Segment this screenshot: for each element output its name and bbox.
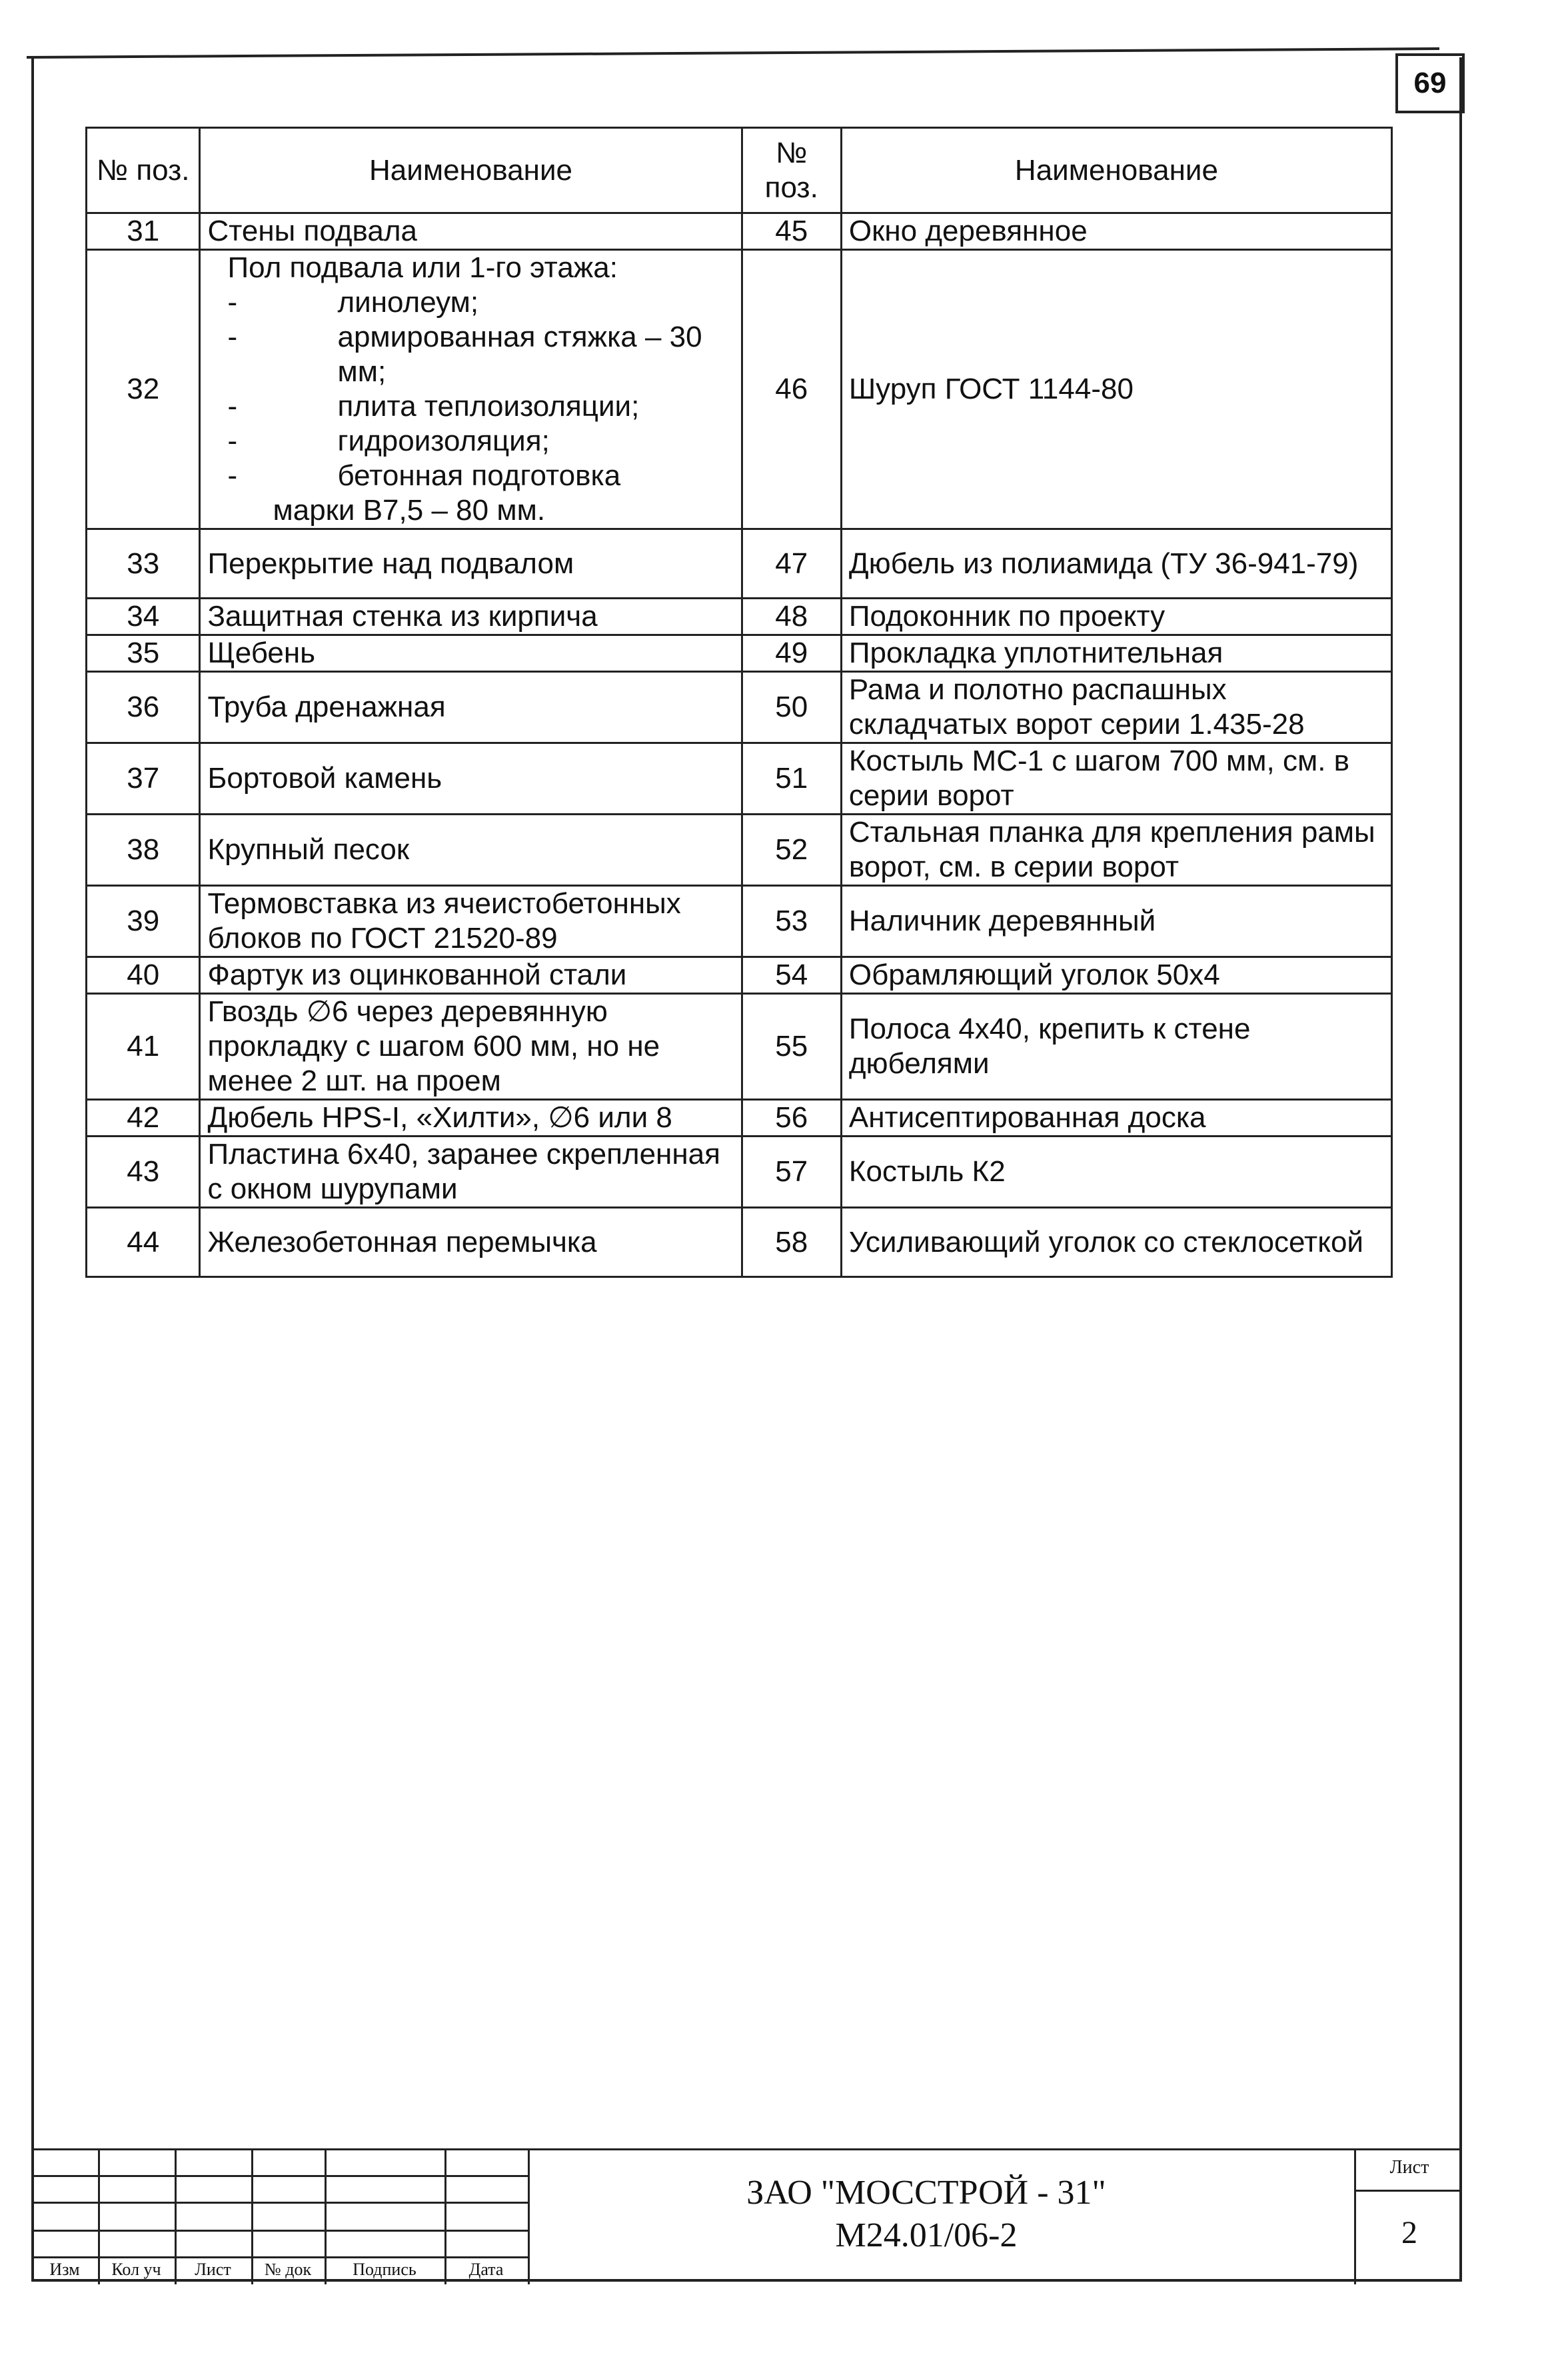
item-name: Усиливающий уголок со стеклосеткой xyxy=(841,1208,1391,1277)
table-row xyxy=(87,1137,1392,1208)
item-name: Пластина 6х40, заранее скрепленная с окном шурупами xyxy=(200,1137,742,1208)
header-num-right: № поз. xyxy=(742,128,841,213)
pos-number: 51 xyxy=(742,743,841,815)
item-name: Шуруп ГОСТ 1144-80 xyxy=(841,250,1391,529)
table-row xyxy=(87,815,1392,886)
table-body xyxy=(87,529,1392,1277)
table-row xyxy=(87,672,1392,743)
item-name: Рама и полотно распашных складчатых ворот серии 1.435-28 xyxy=(841,672,1391,743)
list-item-text: армированная стяжка – 30 мм; xyxy=(337,321,702,388)
tb-col-izm: Изм xyxy=(49,2260,80,2279)
pos-number: 41 xyxy=(87,994,200,1100)
pos-number: 32 xyxy=(87,250,200,529)
list-item-text: гидроизоляция; xyxy=(337,425,550,457)
pos-number: 42 xyxy=(87,1100,200,1137)
pos-number: 48 xyxy=(742,599,841,635)
pos-number: 49 xyxy=(742,635,841,672)
item-name: Стальная планка для крепления рамы ворот, см. в серии ворот xyxy=(841,815,1391,886)
pos-number: 54 xyxy=(742,957,841,994)
item-name: Фартук из оцинкованной стали xyxy=(200,957,742,994)
pos-number: 52 xyxy=(742,815,841,886)
tb-col-doc: № док xyxy=(264,2260,312,2279)
floor-composition xyxy=(200,250,742,529)
tb-row-line xyxy=(31,2202,528,2204)
list-item-text: линолеум; xyxy=(337,286,479,319)
item-name: Наличник деревянный xyxy=(841,886,1391,957)
list-dash: - xyxy=(227,321,238,353)
pos-number: 34 xyxy=(87,599,200,635)
pos-number: 31 xyxy=(87,213,200,250)
pos-number: 37 xyxy=(87,743,200,815)
item-name: Подоконник по проекту xyxy=(841,599,1391,635)
pos-number: 33 xyxy=(87,529,200,599)
item-name: Дюбель из полиамида (ТУ 36-941-79) xyxy=(841,529,1391,599)
pos-number: 45 xyxy=(742,213,841,250)
header-num-left: № поз. xyxy=(87,128,200,213)
company-block xyxy=(526,2172,1326,2257)
pos-number: 57 xyxy=(742,1137,841,1208)
floor-title: Пол подвала или 1-го этажа: xyxy=(227,251,618,284)
table-row xyxy=(87,994,1392,1100)
pos-number: 39 xyxy=(87,886,200,957)
table-header-row xyxy=(87,128,1392,213)
item-name: Прокладка уплотнительная xyxy=(841,635,1391,672)
header-name-left: Наименование xyxy=(200,128,742,213)
tb-row-line xyxy=(1354,2190,1462,2192)
tb-top-line xyxy=(31,2148,1462,2150)
pos-number: 56 xyxy=(742,1100,841,1137)
table-row xyxy=(87,1100,1392,1137)
tb-row-line xyxy=(31,2256,528,2258)
table-row xyxy=(87,1208,1392,1277)
list-item-text: бетонная подготовка xyxy=(337,459,621,492)
tb-row-line xyxy=(31,2175,528,2177)
item-name: Крупный песок xyxy=(200,815,742,886)
item-name: Перекрытие над подвалом xyxy=(200,529,742,599)
table-row xyxy=(87,635,1392,672)
floor-tail: марки В7,5 – 80 мм. xyxy=(273,494,546,527)
table-row xyxy=(87,213,1392,250)
item-name: Бортовой камень xyxy=(200,743,742,815)
list-item xyxy=(227,424,727,459)
pos-number: 36 xyxy=(87,672,200,743)
pos-number: 58 xyxy=(742,1208,841,1277)
document-code: М24.01/06-2 xyxy=(835,2216,1018,2254)
pos-number: 44 xyxy=(87,1208,200,1277)
list-dash: - xyxy=(227,390,238,423)
item-name: Гвоздь ∅6 через деревянную прокладку с шагом 600 мм, но не менее 2 шт. на проем xyxy=(200,994,742,1100)
item-name: Костыль К2 xyxy=(841,1137,1391,1208)
item-name: Костыль МС-1 с шагом 700 мм, см. в серии ворот xyxy=(841,743,1391,815)
sheet-number: 2 xyxy=(1401,2215,1417,2250)
pos-number: 43 xyxy=(87,1137,200,1208)
list-item xyxy=(227,285,727,320)
list-dash: - xyxy=(227,459,238,492)
tb-row-line xyxy=(31,2230,528,2232)
item-name: Антисептированная доска xyxy=(841,1100,1391,1137)
table-row xyxy=(87,529,1392,599)
item-name: Окно деревянное xyxy=(841,213,1391,250)
tb-col-line xyxy=(1354,2148,1356,2284)
list-item xyxy=(227,389,727,424)
item-name: Труба дренажная xyxy=(200,672,742,743)
table-row xyxy=(87,886,1392,957)
pos-number: 47 xyxy=(742,529,841,599)
item-name: Дюбель HPS-I, «Хилти», ∅6 или 8 xyxy=(200,1100,742,1137)
specification-table xyxy=(85,127,1393,1278)
list-item-text: плита теплоизоляции; xyxy=(337,390,640,423)
item-name: Термовставка из ячеистобетонных блоков по ГОСТ 21520-89 xyxy=(200,886,742,957)
item-name: Щебень xyxy=(200,635,742,672)
pos-number: 53 xyxy=(742,886,841,957)
pos-number: 38 xyxy=(87,815,200,886)
pos-number: 55 xyxy=(742,994,841,1100)
list-dash: - xyxy=(227,425,238,457)
tb-col-kol-uch: Кол уч xyxy=(111,2260,161,2279)
tb-col-signature: Подпись xyxy=(353,2260,416,2279)
item-name: Полоса 4х40, крепить к стене дюбелями xyxy=(841,994,1391,1100)
item-name: Защитная стенка из кирпича xyxy=(200,599,742,635)
table-row xyxy=(87,599,1392,635)
pos-number: 40 xyxy=(87,957,200,994)
company-name: ЗАО "МОССТРОЙ - 31" xyxy=(746,2174,1106,2212)
tb-col-date: Дата xyxy=(468,2260,504,2279)
pos-number: 46 xyxy=(742,250,841,529)
table-row xyxy=(87,957,1392,994)
list-dash: - xyxy=(227,286,238,319)
sheet-label: Лист xyxy=(1389,2157,1429,2178)
table-row xyxy=(87,250,1392,529)
pos-number: 50 xyxy=(742,672,841,743)
pos-number: 35 xyxy=(87,635,200,672)
tb-col-list: Лист xyxy=(195,2260,231,2279)
table-row xyxy=(87,743,1392,815)
item-name: Обрамляющий уголок 50х4 xyxy=(841,957,1391,994)
item-name: Железобетонная перемычка xyxy=(200,1208,742,1277)
item-name: Стены подвала xyxy=(200,213,742,250)
header-name-right: Наименование xyxy=(841,128,1391,213)
page-number: 69 xyxy=(1395,53,1465,113)
list-item xyxy=(227,320,727,389)
list-item xyxy=(227,459,727,493)
